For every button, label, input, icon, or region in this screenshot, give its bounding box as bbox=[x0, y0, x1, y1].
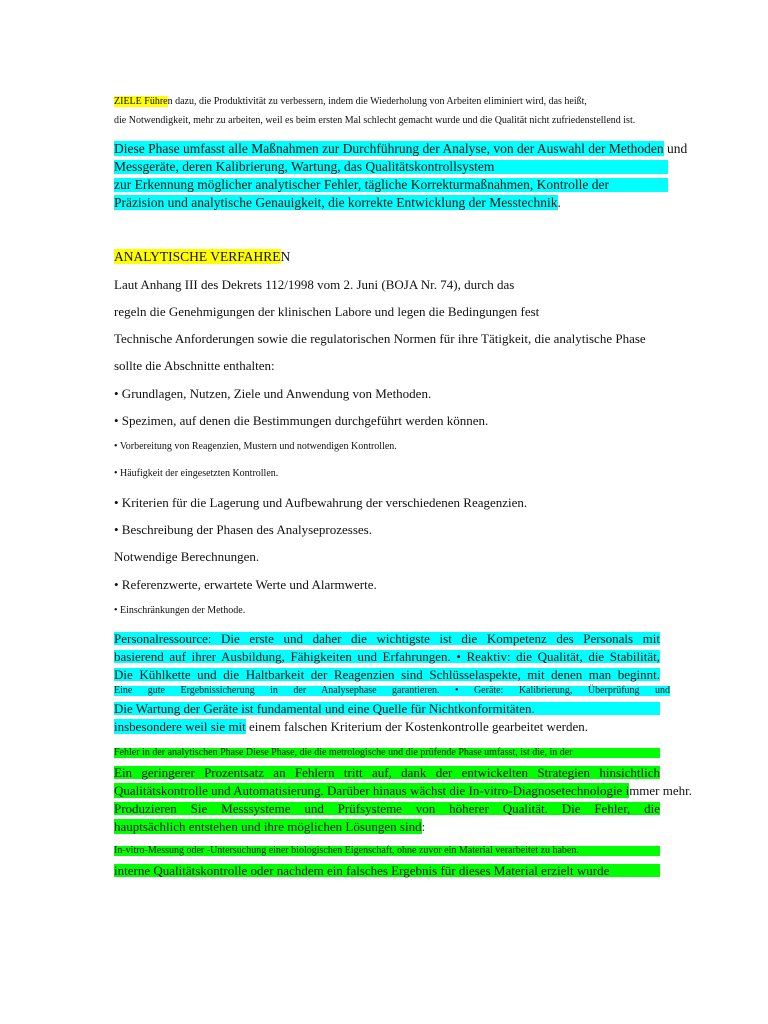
section-paragraph-1: Laut Anhang III des Dekrets 112/1998 vom 2. Juni (BOJA Nr. 74), durch das bbox=[114, 277, 515, 292]
errors-line-4-highlight: Produzieren Sie Messsysteme und Prüfsysteme von höherer Qualität. Die Fehler, die bbox=[114, 801, 660, 816]
errors-line-3 bbox=[114, 784, 692, 797]
phase-line-2-highlight: Messgeräte, deren Kalibrierung, Wartung, das Qualitätskontrollsystem bbox=[114, 160, 668, 174]
list-item: • Referenzwerte, erwartete Werte und Alarmwerte. bbox=[114, 577, 377, 592]
invitro-line-1 bbox=[114, 846, 660, 856]
phase-line-3 bbox=[114, 178, 668, 192]
intro-line-1 bbox=[114, 97, 587, 107]
list-item: Notwendige Berechnungen. bbox=[114, 549, 260, 564]
section-paragraph-2: regeln die Genehmigungen der klinischen Labore und legen die Bedingungen fest bbox=[114, 304, 540, 319]
phase-line-3-highlight: zur Erkennung möglicher analytischer Fehler, tägliche Korrekturmaßnahmen, Kontrolle der bbox=[114, 178, 668, 192]
personal-line-1-highlight: Personalressource: Die erste und daher die wichtigste ist die Kompetenz des Personals mit bbox=[114, 631, 660, 646]
personal-line-3 bbox=[114, 668, 660, 681]
section-heading-rest: N bbox=[280, 249, 291, 264]
errors-line-5 bbox=[114, 820, 425, 833]
section-paragraph-3: Technische Anforderungen sowie die regulatorischen Normen für ihre Tätigkeit, die analytische Phase bbox=[114, 331, 646, 346]
errors-line-3-rest: mmer mehr. bbox=[629, 783, 693, 798]
list-item: • Spezimen, auf denen die Bestimmungen durchgeführt werden können. bbox=[114, 413, 489, 428]
intro-line-2: die Notwendigkeit, mehr zu arbeiten, weil es beim ersten Mal schlecht gemacht wurde und die Qualität nicht zufriedenstellend ist. bbox=[114, 115, 636, 126]
personal-line-1 bbox=[114, 632, 660, 645]
phase-line-1 bbox=[114, 142, 687, 156]
errors-line-1-highlight: Fehler in der analytischen Phase Diese Phase, die die metrologische und die prüfende Phase umfasst, ist die, in der bbox=[114, 748, 660, 758]
phase-line-4-rest: . bbox=[557, 195, 561, 210]
list-item: • Einschränkungen der Methode. bbox=[114, 605, 246, 616]
personal-line-3-highlight: Die Kühlkette und die Haltbarkeit der Reagenzien sind Schlüsselaspekte, mit denen man beginnt. bbox=[114, 667, 660, 682]
phase-line-1-rest: und bbox=[663, 141, 688, 156]
list-item: • Grundlagen, Nutzen, Ziele und Anwendung von Methoden. bbox=[114, 386, 432, 401]
personal-line-6 bbox=[114, 720, 588, 733]
phase-line-1-highlight: Diese Phase umfasst alle Maßnahmen zur Durchführung der Analyse, von der Auswahl der Methoden bbox=[114, 141, 664, 156]
errors-line-1 bbox=[114, 748, 660, 758]
invitro-line-1-highlight: In-vitro-Messung oder -Untersuchung einer biologischen Eigenschaft, ohne zuvor ein Material verarbeitet zu haben. bbox=[114, 846, 660, 856]
section-heading bbox=[114, 250, 290, 264]
errors-line-4 bbox=[114, 802, 660, 815]
personal-line-5-highlight: Die Wartung der Geräte ist fundamental und eine Quelle für Nichtkonformitäten. bbox=[114, 702, 660, 715]
personal-line-2-highlight: basierend auf ihrer Ausbildung, Fähigkeiten und Erfahrungen. • Reaktiv: die Qualität, die Stabilität, bbox=[114, 649, 660, 664]
section-paragraph-4: sollte die Abschnitte enthalten: bbox=[114, 358, 275, 373]
personal-line-4-highlight: Eine gute Ergebnissicherung in der Analysephase garantieren. • Geräte: Kalibrierung, Überprüfung und bbox=[114, 685, 670, 696]
personal-line-6-highlight: insbesondere weil sie mit bbox=[114, 719, 246, 734]
errors-line-2 bbox=[114, 766, 660, 779]
phase-line-2 bbox=[114, 160, 668, 174]
personal-line-6-rest: einem falschen Kriterium der Kostenkontrolle gearbeitet werden. bbox=[245, 719, 588, 734]
personal-line-2 bbox=[114, 650, 660, 663]
phase-line-4-highlight: Präzision und analytische Genauigkeit, die korrekte Entwicklung der Messtechnik bbox=[114, 195, 558, 210]
intro-label-rest: n dazu, die Produktivität zu verbessern, indem die Wiederholung von Arbeiten eliminiert wird, das heißt, bbox=[167, 96, 587, 107]
personal-line-5 bbox=[114, 702, 660, 715]
list-item: • Vorbereitung von Reagenzien, Mustern und notwendigen Kontrollen. bbox=[114, 441, 397, 452]
list-item: • Häufigkeit der eingesetzten Kontrollen. bbox=[114, 468, 279, 479]
invitro-line-2 bbox=[114, 864, 660, 877]
list-item: • Beschreibung der Phasen des Analyseprozesses. bbox=[114, 522, 372, 537]
invitro-line-2-highlight: interne Qualitätskontrolle oder nachdem ein falsches Ergebnis für dieses Material erzielt wurde bbox=[114, 864, 660, 877]
errors-line-5-highlight: hauptsächlich entstehen und ihre möglichen Lösungen sind bbox=[114, 819, 422, 834]
errors-line-3-highlight: Qualitätskontrolle und Automatisierung. Darüber hinaus wächst die In-vitro-Diagnosetechnologie i bbox=[114, 783, 630, 798]
section-heading-highlight: ANALYTISCHE VERFAHRE bbox=[114, 249, 281, 264]
phase-line-4 bbox=[114, 196, 561, 210]
intro-label-highlight: ZIELE Führe bbox=[114, 96, 168, 107]
errors-line-5-rest: : bbox=[421, 819, 426, 834]
personal-line-4 bbox=[114, 686, 670, 696]
list-item: • Kriterien für die Lagerung und Aufbewahrung der verschiedenen Reagenzien. bbox=[114, 495, 528, 510]
errors-line-2-highlight: Ein geringerer Prozentsatz an Fehlern tritt auf, dank der entwickelten Strategien hinsichtlich bbox=[114, 765, 660, 780]
